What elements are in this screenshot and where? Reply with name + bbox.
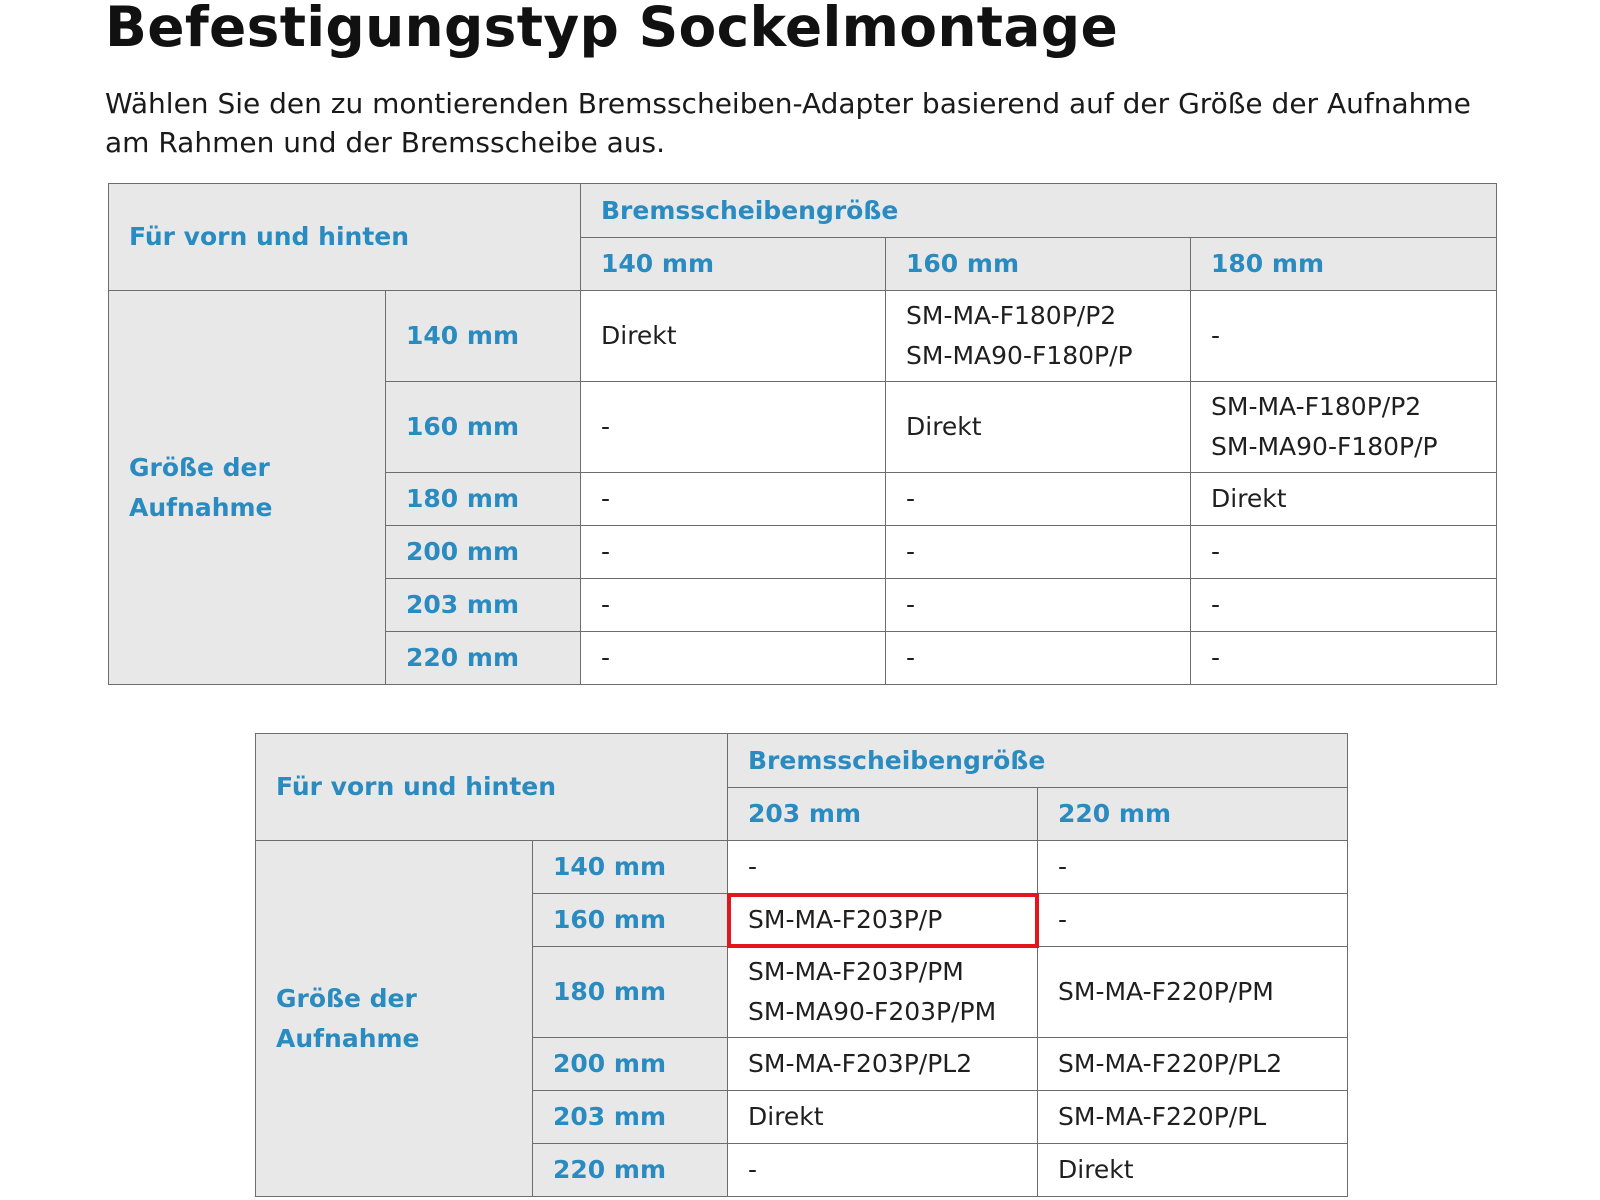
adapter-cell: - bbox=[1191, 632, 1497, 685]
adapter-table-1 bbox=[108, 183, 1497, 685]
cell-line: SM-MA-F180P/P2 bbox=[1211, 392, 1422, 421]
cell-line: SM-MA90-F203P/PM bbox=[748, 997, 997, 1026]
mount-size-row-header: 220 mm bbox=[386, 632, 581, 685]
adapter-cell: - bbox=[581, 632, 886, 685]
adapter-cell: - bbox=[581, 526, 886, 579]
mount-size-row-header: 160 mm bbox=[533, 894, 728, 947]
adapter-cell: SM-MA-F220P/PL2 bbox=[1038, 1038, 1348, 1091]
adapter-cell bbox=[886, 382, 1191, 473]
cell-line: - bbox=[601, 412, 611, 441]
adapter-cell bbox=[728, 947, 1038, 1038]
adapter-cell: - bbox=[1038, 894, 1348, 947]
table-row bbox=[256, 841, 1348, 894]
adapter-cell bbox=[1191, 382, 1497, 473]
mount-size-row-header: 203 mm bbox=[533, 1091, 728, 1144]
group-label-line: Aufnahme bbox=[276, 1023, 420, 1053]
highlighted-adapter-cell: SM-MA-F203P/P bbox=[728, 894, 1038, 947]
adapter-cell: - bbox=[581, 579, 886, 632]
adapter-cell: - bbox=[886, 526, 1191, 579]
adapter-cell: - bbox=[1191, 579, 1497, 632]
adapter-cell: - bbox=[581, 473, 886, 526]
table-row bbox=[109, 291, 1497, 382]
mount-size-group-label bbox=[256, 841, 533, 1197]
adapter-cell: - bbox=[886, 579, 1191, 632]
adapter-cell: Direkt bbox=[1038, 1144, 1348, 1197]
page-title: Befestigungstyp Sockelmontage bbox=[105, 0, 1119, 59]
mount-size-row-header: 200 mm bbox=[533, 1038, 728, 1091]
mount-size-group-label bbox=[109, 291, 386, 685]
mount-size-row-header: 220 mm bbox=[533, 1144, 728, 1197]
corner-header: Für vorn und hinten bbox=[256, 734, 728, 841]
disc-size-col: 203 mm bbox=[728, 788, 1038, 841]
corner-header: Für vorn und hinten bbox=[109, 184, 581, 291]
adapter-cell: Direkt bbox=[728, 1091, 1038, 1144]
cell-line: SM-MA-F180P/P2 bbox=[906, 301, 1117, 330]
adapter-cell: - bbox=[886, 632, 1191, 685]
mount-size-row-header: 140 mm bbox=[386, 291, 581, 382]
adapter-cell: - bbox=[728, 841, 1038, 894]
disc-size-col: 140 mm bbox=[581, 238, 886, 291]
adapter-cell: SM-MA-F220P/PL bbox=[1038, 1091, 1348, 1144]
disc-size-col: 220 mm bbox=[1038, 788, 1348, 841]
group-label-line: Größe der bbox=[276, 983, 417, 1013]
disc-size-col: 160 mm bbox=[886, 238, 1191, 291]
adapter-table-2 bbox=[255, 733, 1348, 1197]
mount-size-row-header: 180 mm bbox=[386, 473, 581, 526]
adapter-cell bbox=[581, 382, 886, 473]
cell-line: Direkt bbox=[601, 321, 677, 350]
mount-size-row-header: 180 mm bbox=[533, 947, 728, 1038]
adapter-cell: - bbox=[886, 473, 1191, 526]
adapter-cell bbox=[886, 291, 1191, 382]
adapter-cell: SM-MA-F220P/PM bbox=[1038, 947, 1348, 1038]
mount-size-row-header: 140 mm bbox=[533, 841, 728, 894]
adapter-cell: Direkt bbox=[1191, 473, 1497, 526]
cell-line: SM-MA90-F180P/P bbox=[906, 341, 1133, 370]
cell-line: SM-MA90-F180P/P bbox=[1211, 432, 1438, 461]
adapter-cell: - bbox=[1191, 526, 1497, 579]
adapter-cell bbox=[581, 291, 886, 382]
mount-size-row-header: 203 mm bbox=[386, 579, 581, 632]
adapter-cell: - bbox=[728, 1144, 1038, 1197]
mount-size-row-header: 200 mm bbox=[386, 526, 581, 579]
disc-size-header: Bremsscheibengröße bbox=[728, 734, 1348, 788]
group-label-line: Größe der bbox=[129, 452, 270, 482]
adapter-cell: - bbox=[1038, 841, 1348, 894]
group-label-line: Aufnahme bbox=[129, 492, 273, 522]
cell-line: Direkt bbox=[906, 412, 982, 441]
disc-size-header: Bremsscheibengröße bbox=[581, 184, 1497, 238]
adapter-cell: SM-MA-F203P/PL2 bbox=[728, 1038, 1038, 1091]
disc-size-col: 180 mm bbox=[1191, 238, 1497, 291]
mount-size-row-header: 160 mm bbox=[386, 382, 581, 473]
intro-text: Wählen Sie den zu montierenden Bremsscheiben-Adapter basierend auf der Größe der Aufnahme am Rahmen und der Bremsscheibe aus. bbox=[105, 87, 1471, 159]
cell-line: - bbox=[1211, 321, 1221, 350]
adapter-cell bbox=[1191, 291, 1497, 382]
cell-line: SM-MA-F203P/PM bbox=[748, 957, 964, 986]
